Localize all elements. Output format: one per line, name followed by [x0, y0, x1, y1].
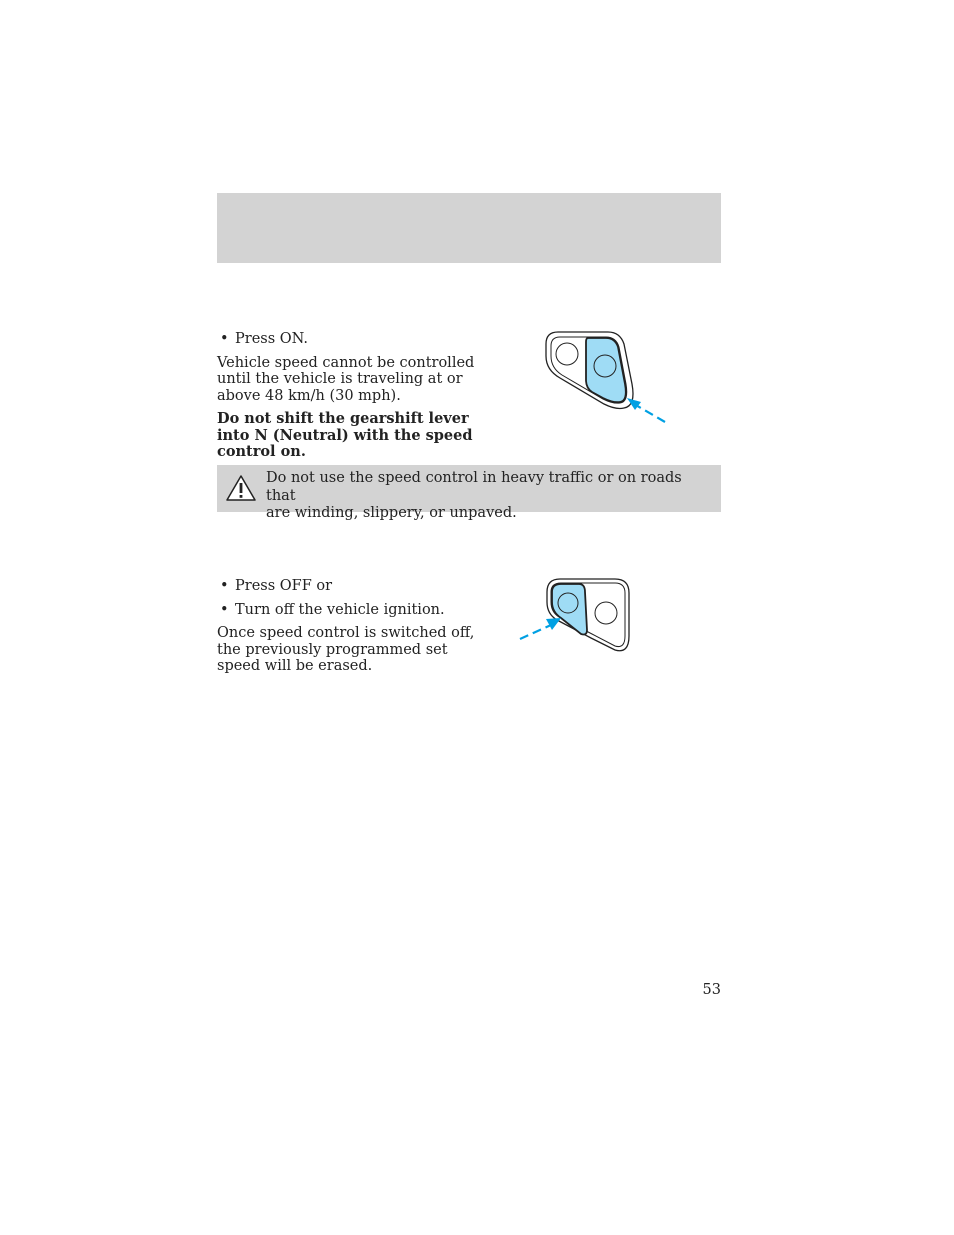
- paragraph-line: until the vehicle is traveling at or: [217, 371, 463, 387]
- speed-control-on-switch-illustration: [540, 326, 674, 430]
- speed-control-off-switch-illustration: [515, 574, 639, 658]
- paragraph-line: Once speed control is switched off,: [217, 625, 475, 641]
- bullet-press-off: [217, 578, 477, 595]
- bullet-marker: •: [220, 601, 229, 618]
- paragraph-line: above 48 km/h (30 mph).: [217, 387, 401, 404]
- gearshift-caution-paragraph: [217, 411, 477, 461]
- paragraph-line: control on.: [217, 443, 306, 460]
- paragraph-line: Vehicle speed cannot be controlled: [217, 354, 475, 371]
- pointer-arrowhead-icon: [546, 618, 561, 630]
- paragraph-line: speed will be erased.: [217, 658, 373, 674]
- warning-box: [217, 465, 721, 521]
- on-button-circle: [595, 602, 617, 624]
- speed-threshold-paragraph: [217, 355, 477, 405]
- warning-text: [266, 470, 711, 523]
- bullet-marker: •: [220, 578, 229, 594]
- warning-line: are winding, slippery, or unpaved.: [266, 505, 517, 521]
- speed-control-on-text: [217, 331, 477, 468]
- section-header-band: [217, 193, 721, 263]
- off-button-circle: [556, 343, 578, 365]
- pointer-arrow-line: [520, 625, 551, 639]
- warning-triangle-icon: [225, 474, 257, 502]
- bullet-text: Press ON.: [235, 331, 309, 347]
- bullet-marker: •: [220, 331, 229, 347]
- erased-speed-paragraph: [217, 625, 477, 675]
- page-number: 53: [702, 982, 721, 998]
- bullet-text: Turn off the vehicle ignition.: [235, 601, 445, 618]
- speed-control-off-text: [217, 578, 477, 682]
- bullet-text: Press OFF or: [235, 578, 333, 594]
- paragraph-line: into N (Neutral) with the speed: [217, 426, 473, 444]
- paragraph-line: Do not shift the gearshift lever: [217, 410, 469, 427]
- bullet-turn-off-ignition: [217, 602, 477, 619]
- paragraph-line: the previously programmed set: [217, 641, 448, 658]
- bullet-press-on: [217, 331, 477, 348]
- pointer-arrow-line: [634, 404, 665, 422]
- warning-line: Do not use the speed control in heavy traffic or on roads that: [266, 470, 682, 504]
